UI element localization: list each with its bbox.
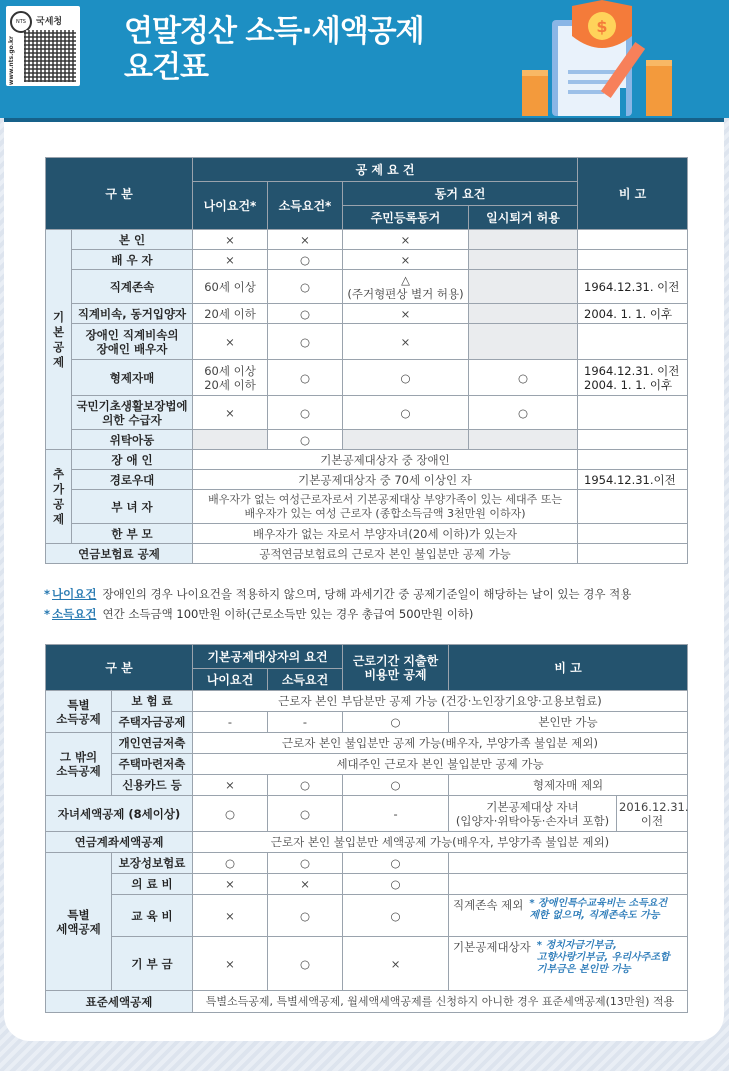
tax-document-illustration-icon [522, 0, 672, 116]
deduction-requirements-table [45, 157, 688, 564]
header-resident: 주민등록동거 [343, 206, 469, 230]
note-cell [578, 490, 688, 524]
agency-name: 국세청 [36, 17, 63, 27]
income-cell: × [268, 230, 343, 250]
row-label: 한 부 모 [72, 524, 193, 544]
medical-income: × [268, 874, 343, 895]
header-note: 비 고 [449, 645, 688, 691]
header-temp: 일시퇴거 허용 [469, 206, 578, 230]
protect-note [449, 853, 688, 874]
note-income [44, 606, 473, 622]
page-title: 연말정산 소득·세액공제 요건표 [124, 14, 424, 85]
card-period: ○ [343, 775, 449, 796]
edu-period: ○ [343, 895, 449, 937]
row-label: 직계비속, 동거입양자 [72, 304, 193, 324]
note-cell [578, 430, 688, 450]
age-cell: 60세 이상 [193, 270, 268, 304]
header-age: 나이요건* [193, 182, 268, 230]
income-cell: ○ [268, 270, 343, 304]
note-age-mark: * [44, 587, 51, 601]
income-cell: ○ [268, 250, 343, 270]
row-label: 장 애 인 [72, 450, 193, 470]
temp-cell [469, 250, 578, 270]
child-label: 자녀세액공제 (8세이상) [46, 796, 193, 832]
temp-cell [469, 230, 578, 250]
child-date: 2016.12.31. 이전 [617, 796, 688, 832]
header-note: 비 고 [578, 158, 688, 230]
row-label: 부 녀 자 [72, 490, 193, 524]
desc-cell: 배우자가 없는 여성근로자로서 기본공제대상 부양가족이 있는 세대주 또는 배우자가 있는 여성 근로자 (종합소득금액 3천만원 이하자) [193, 490, 578, 524]
child-income: ○ [268, 796, 343, 832]
row-label: 경로우대 [72, 470, 193, 490]
card-income: ○ [268, 775, 343, 796]
temp-cell [469, 304, 578, 324]
group-basic: 기 본 공 제 [46, 230, 72, 450]
card-label: 신용카드 등 [112, 775, 193, 796]
note-age [44, 586, 631, 602]
donation-income: ○ [268, 937, 343, 991]
medical-age: × [193, 874, 268, 895]
note-cell: 1964.12.31. 이전 [578, 270, 688, 304]
header-period: 근로기간 지출한 비용만 공제 [343, 645, 449, 691]
note-cell [578, 396, 688, 430]
resident-cell: ○ [343, 360, 469, 396]
medical-note [449, 874, 688, 895]
page-header [0, 0, 729, 118]
row-label: 본 인 [72, 230, 193, 250]
row-label: 위탁아동 [72, 430, 193, 450]
header-income: 소득요건 [268, 669, 343, 691]
group-other-income: 그 밖의 소득공제 [46, 733, 112, 796]
note-cell [578, 450, 688, 470]
child-age: ○ [193, 796, 268, 832]
row-label: 장애인 직계비속의 장애인 배우자 [72, 324, 193, 360]
age-cell [193, 430, 268, 450]
pension-label: 연금보험료 공제 [46, 544, 193, 564]
resident-cell [343, 430, 469, 450]
header-income: 소득요건* [268, 182, 343, 230]
donation-remark: * 정치자금기부금, 고향사랑기부금, 우리사주조합 기부금은 본인만 가능 [536, 940, 670, 975]
note-cell: 2004. 1. 1. 이후 [578, 304, 688, 324]
group-extra: 추 가 공 제 [46, 450, 72, 544]
note-cell [578, 544, 688, 564]
housing-period: ○ [343, 712, 449, 733]
temp-cell: ○ [469, 396, 578, 430]
resident-cell: × [343, 304, 469, 324]
housing-note: 본인만 가능 [449, 712, 688, 733]
pension-acct-desc: 근로자 본인 불입분만 세액공제 가능(배우자, 부양가족 불입분 제외) [193, 832, 688, 853]
header-gubun: 구 분 [46, 645, 193, 691]
edu-remark: * 장애인특수교육비는 소득요건 제한 없으며, 직계존속도 가능 [529, 898, 668, 921]
note-cell [578, 524, 688, 544]
income-cell: ○ [268, 304, 343, 324]
resident-cell: × [343, 324, 469, 360]
note-cell [578, 250, 688, 270]
housing-label: 주택자금공제 [112, 712, 193, 733]
resident-cell: △ (주거형편상 별거 허용) [343, 270, 469, 304]
resident-cell: × [343, 250, 469, 270]
desc-cell: 기본공제대상자 중 장애인 [193, 450, 578, 470]
content-card [4, 118, 724, 1041]
note-income-text: 연간 소득금액 100만원 이하(근로소득만 있는 경우 총급여 500만원 이하) [102, 607, 474, 621]
donation-note-cell [449, 937, 688, 991]
edu-income: ○ [268, 895, 343, 937]
income-cell: ○ [268, 360, 343, 396]
temp-cell [469, 270, 578, 304]
edu-label: 교 육 비 [112, 895, 193, 937]
agency-url: www.nts.go.kr [8, 36, 15, 86]
housing-income: - [268, 712, 343, 733]
protect-income: ○ [268, 853, 343, 874]
agency-emblem-icon: NTS [10, 11, 32, 33]
protect-label: 보장성보험료 [112, 853, 193, 874]
desc-cell: 배우자가 없는 자로서 부양자녀(20세 이하)가 있는자 [193, 524, 578, 544]
age-cell: × [193, 250, 268, 270]
housing-save-desc: 세대주인 근로자 본인 불입분만 공제 가능 [193, 754, 688, 775]
note-cell: 1964.12.31. 이전 2004. 1. 1. 이후 [578, 360, 688, 396]
insurance-desc: 근로자 본인 부담분만 공제 가능 (건강·노인장기요양·고용보험료) [193, 691, 688, 712]
note-income-key: 소득요건 [52, 607, 97, 621]
note-cell [578, 230, 688, 250]
age-cell: × [193, 396, 268, 430]
standard-desc: 특별소득공제, 특별세액공제, 월세액세액공제를 신청하지 아니한 경우 표준세액공제(13만원) 적용 [193, 991, 688, 1013]
row-label: 국민기초생활보장법에 의한 수급자 [72, 396, 193, 430]
note-age-key: 나이요건 [52, 587, 97, 601]
donation-age: × [193, 937, 268, 991]
standard-label: 표준세액공제 [46, 991, 193, 1013]
group-special-income: 특별 소득공제 [46, 691, 112, 733]
deduction-types-table [45, 644, 688, 1013]
insurance-label: 보 험 료 [112, 691, 193, 712]
protect-age: ○ [193, 853, 268, 874]
row-label: 직계존속 [72, 270, 193, 304]
age-cell: × [193, 230, 268, 250]
protect-period: ○ [343, 853, 449, 874]
edu-age: × [193, 895, 268, 937]
age-cell: 60세 이상 20세 이하 [193, 360, 268, 396]
temp-cell [469, 430, 578, 450]
child-note: 기본공제대상 자녀 (입양자·위탁아동·손자녀 포함) [449, 796, 617, 832]
qr-code-icon [24, 30, 76, 82]
pension-save-desc: 근로자 본인 불입분만 공제 가능(배우자, 부양가족 불입분 제외) [193, 733, 688, 754]
child-period: - [343, 796, 449, 832]
card-note: 형제자매 제외 [449, 775, 688, 796]
header-requirements: 공 제 요 건 [193, 158, 578, 182]
donation-label: 기 부 금 [112, 937, 193, 991]
age-cell: 20세 이하 [193, 304, 268, 324]
desc-cell: 기본공제대상자 중 70세 이상인 자 [193, 470, 578, 490]
svg-text:$: $ [596, 17, 608, 36]
age-cell: × [193, 324, 268, 360]
group-special-tax: 특별 세액공제 [46, 853, 112, 991]
card-age: × [193, 775, 268, 796]
donation-period: × [343, 937, 449, 991]
housing-save-label: 주택마련저축 [112, 754, 193, 775]
note-income-mark: * [44, 607, 51, 621]
agency-logo [6, 6, 80, 86]
edu-note-cell [449, 895, 688, 937]
edu-note: 직계존속 제외 [453, 898, 524, 912]
note-cell [578, 324, 688, 360]
income-cell: ○ [268, 396, 343, 430]
medical-label: 의 료 비 [112, 874, 193, 895]
row-label: 형제자매 [72, 360, 193, 396]
note-age-text: 장애인의 경우 나이요건을 적용하지 않으며, 당해 과세기간 중 공제기준일이 해당하는 날이 있는 경우 적용 [102, 587, 632, 601]
pension-desc: 공적연금보험료의 근로자 본인 불입분만 공제 가능 [193, 544, 578, 564]
row-label: 배 우 자 [72, 250, 193, 270]
resident-cell: × [343, 230, 469, 250]
housing-age: - [193, 712, 268, 733]
header-cohabit: 동거 요건 [343, 182, 578, 206]
income-cell: ○ [268, 324, 343, 360]
resident-cell: ○ [343, 396, 469, 430]
donation-note: 기본공제대상자 [453, 940, 531, 954]
medical-period: ○ [343, 874, 449, 895]
header-age: 나이요건 [193, 669, 268, 691]
temp-cell: ○ [469, 360, 578, 396]
income-cell: ○ [268, 430, 343, 450]
header-gubun: 구 분 [46, 158, 193, 230]
note-cell: 1954.12.31.이전 [578, 470, 688, 490]
pension-acct-label: 연금계좌세액공제 [46, 832, 193, 853]
pension-save-label: 개인연금저축 [112, 733, 193, 754]
header-basic-req: 기본공제대상자의 요건 [193, 645, 343, 669]
temp-cell [469, 324, 578, 360]
